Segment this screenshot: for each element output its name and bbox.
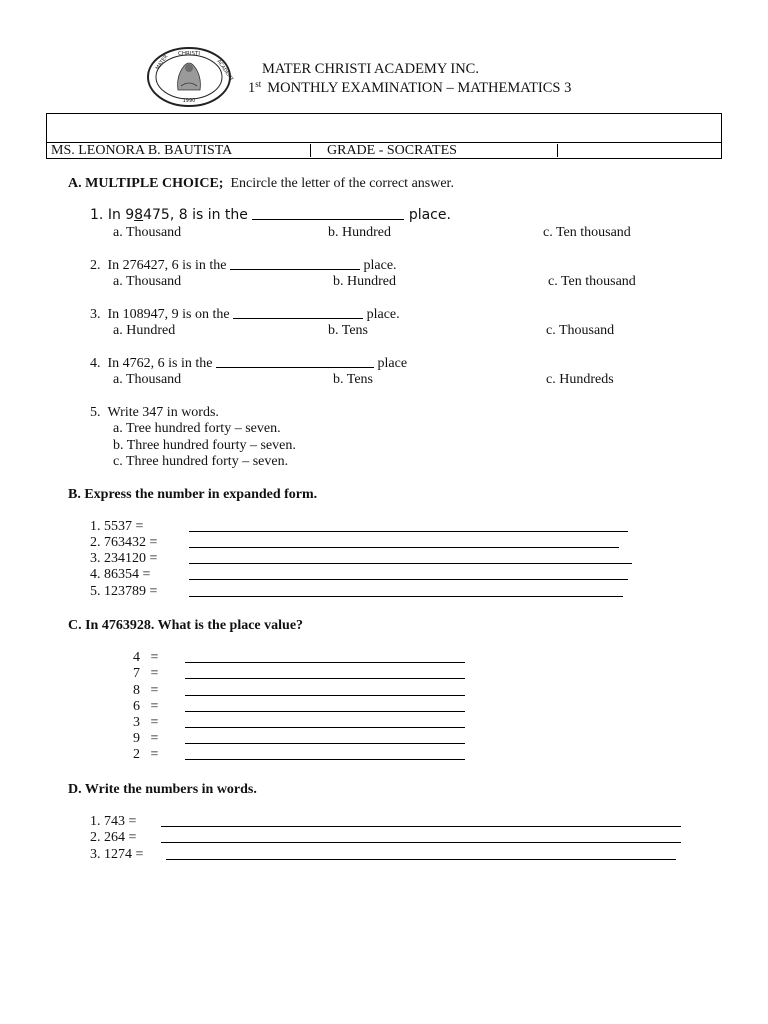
equals: = (150, 650, 159, 665)
section-d-title: D. Write the numbers in words. (68, 782, 257, 797)
question-1 (90, 207, 451, 223)
digit: 4 (133, 650, 140, 665)
underlined-digit: 8 (134, 207, 144, 223)
question-text: In 108947, 9 is on the (107, 307, 230, 322)
expanded-label: 4. 86354 = (90, 567, 151, 582)
equals: = (150, 666, 159, 681)
exam-title-text: MONTHLY EXAMINATION – MATHEMATICS 3 (267, 80, 572, 96)
svg-text:MATER: MATER (154, 53, 170, 72)
expanded-label: 2. 763432 = (90, 535, 158, 550)
words-item (90, 814, 136, 830)
question-text: place (377, 356, 408, 371)
expanded-item (90, 519, 143, 535)
option-b[interactable]: b. Tens (328, 323, 368, 338)
answer-blank[interactable] (185, 664, 465, 679)
question-5 (90, 405, 219, 421)
question-text: place. (363, 258, 397, 273)
answer-blank[interactable] (185, 697, 465, 712)
option-c[interactable]: c. Ten thousand (548, 274, 636, 289)
answer-blank[interactable] (233, 318, 363, 319)
answer-blank[interactable] (185, 648, 465, 663)
answer-blank[interactable] (189, 533, 619, 548)
place-value-row (133, 699, 158, 715)
equals: = (150, 747, 159, 762)
words-label: 1. 743 = (90, 814, 137, 829)
exam-number: 1 (248, 80, 256, 96)
question-number: 3. (90, 307, 101, 322)
words-item (90, 847, 143, 863)
option-b[interactable]: b. Hundred (333, 274, 396, 289)
option-c[interactable]: c. Thousand (546, 323, 615, 338)
school-logo (146, 46, 235, 108)
answer-blank[interactable] (185, 729, 465, 744)
section-b-title: B. Express the number in expanded form. (68, 487, 318, 502)
svg-text:1990: 1990 (182, 98, 196, 104)
table-separator (310, 144, 311, 157)
grade-section: GRADE - SOCRATES (327, 143, 457, 158)
expanded-item (90, 551, 157, 567)
question-text: 475, 8 is in the (143, 207, 248, 223)
answer-blank[interactable] (166, 845, 676, 860)
expanded-item (90, 567, 150, 583)
equals: = (150, 683, 159, 698)
words-item (90, 830, 136, 846)
place-value-row (133, 650, 158, 666)
option-a[interactable]: a. Tree hundred forty – seven. (113, 421, 281, 436)
section-c-title: C. In 4763928. What is the place value? (68, 618, 304, 633)
answer-blank[interactable] (185, 745, 465, 760)
question-text: place. (408, 207, 451, 223)
option-b[interactable]: b. Hundred (328, 225, 391, 240)
place-value-row (133, 747, 158, 763)
section-a-heading (68, 176, 454, 192)
equals: = (150, 699, 159, 714)
question-text: Write 347 in words. (107, 405, 219, 420)
option-c[interactable]: c. Three hundred forty – seven. (113, 454, 289, 469)
place-value-row (133, 666, 158, 682)
expanded-item (90, 584, 157, 600)
table-separator (557, 144, 558, 157)
section-a-instruction: Encircle the letter of the correct answer. (230, 176, 454, 191)
teacher-name: MS. LEONORA B. BAUTISTA (51, 143, 233, 158)
question-text: place. (366, 307, 400, 322)
question-number: 2. (90, 258, 101, 273)
equals: = (150, 715, 159, 730)
option-a[interactable]: a. Thousand (113, 225, 182, 240)
digit: 9 (133, 731, 140, 746)
question-4 (90, 356, 407, 372)
equals: = (150, 731, 159, 746)
answer-blank[interactable] (252, 219, 404, 220)
option-b[interactable]: b. Three hundred fourty – seven. (113, 438, 296, 453)
expanded-label: 5. 123789 = (90, 584, 158, 599)
digit: 3 (133, 715, 140, 730)
question-text: In 9 (107, 207, 135, 223)
question-number: 4. (90, 356, 101, 371)
option-c[interactable]: c. Hundreds (546, 372, 614, 387)
option-c[interactable]: c. Ten thousand (543, 225, 631, 240)
logo-lettering: CHRISTI (178, 51, 200, 57)
words-label: 3. 1274 = (90, 847, 144, 862)
words-label: 2. 264 = (90, 830, 137, 845)
question-number: 5. (90, 405, 101, 420)
header-table (46, 113, 722, 159)
digit: 2 (133, 747, 140, 762)
answer-blank[interactable] (189, 582, 623, 597)
answer-blank[interactable] (216, 367, 374, 368)
expanded-label: 3. 234120 = (90, 551, 158, 566)
expanded-item (90, 535, 157, 551)
place-value-row (133, 715, 158, 731)
answer-blank[interactable] (189, 549, 632, 564)
answer-blank[interactable] (161, 812, 681, 827)
answer-blank[interactable] (161, 828, 681, 843)
svg-text:ACADEMY: ACADEMY (215, 58, 235, 83)
option-b[interactable]: b. Tens (333, 372, 373, 387)
question-text: In 276427, 6 is in the (107, 258, 227, 273)
question-text: In 4762, 6 is in the (107, 356, 213, 371)
exam-title (248, 79, 571, 97)
expanded-label: 1. 5537 = (90, 519, 144, 534)
answer-blank[interactable] (230, 269, 360, 270)
answer-blank[interactable] (189, 517, 628, 532)
digit: 7 (133, 666, 140, 681)
digit: 8 (133, 683, 140, 698)
place-value-row (133, 731, 158, 747)
option-a[interactable]: a. Thousand (113, 274, 182, 289)
question-number: 1. (90, 207, 104, 223)
place-value-row (133, 683, 158, 699)
exam-suffix: st (255, 79, 262, 89)
answer-blank[interactable] (185, 713, 465, 728)
question-2 (90, 258, 397, 274)
question-3 (90, 307, 400, 323)
digit: 6 (133, 699, 140, 714)
option-a[interactable]: a. Thousand (113, 372, 182, 387)
section-a-title: A. MULTIPLE CHOICE; (68, 176, 224, 191)
option-a[interactable]: a. Hundred (113, 323, 176, 338)
answer-blank[interactable] (189, 565, 628, 580)
answer-blank[interactable] (185, 681, 465, 696)
school-name: MATER CHRISTI ACADEMY INC. (262, 61, 479, 77)
